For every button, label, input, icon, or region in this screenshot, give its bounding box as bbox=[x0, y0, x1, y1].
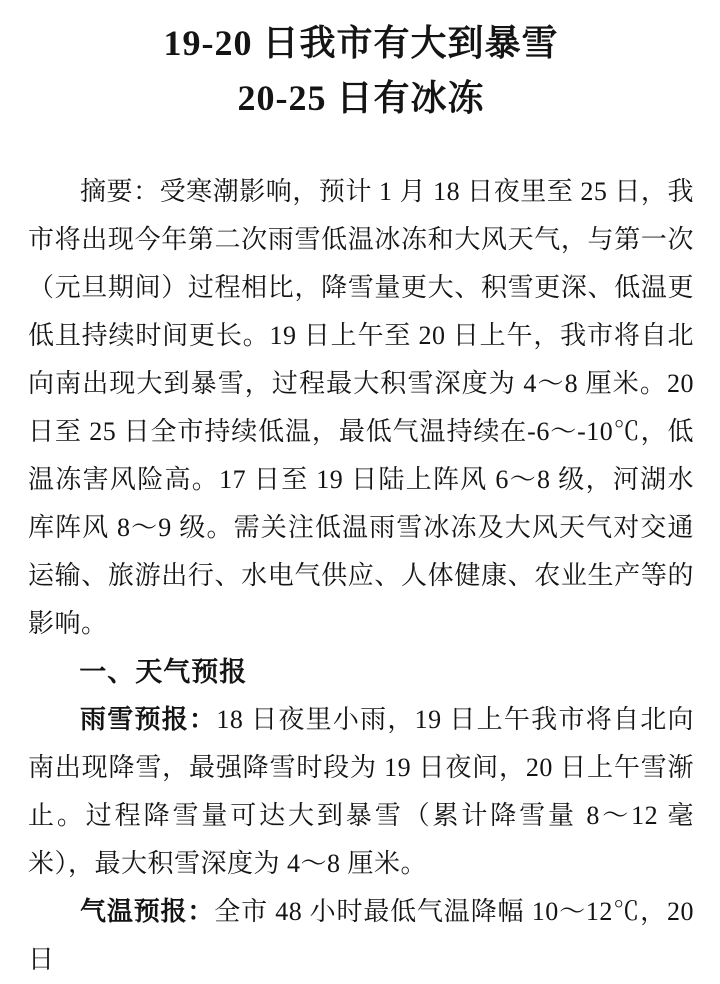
section-heading-weather-forecast: 一、天气预报 bbox=[79, 657, 248, 687]
snow-forecast-label: 雨雪预报： bbox=[80, 705, 217, 734]
abstract-label: 摘要： bbox=[80, 177, 160, 206]
abstract-text: 受寒潮影响，预计 1 月 18 日夜里至 25 日，我市将出现今年第二次雨雪低温冰冻和大风天气，与第一次（元旦期间）过程相比，降雪量更大、积雪更深、低温更低且持续时间更长。19 日上午至 20 日上午，我市将自北向南出现大到暴雪，过程最大积雪深度为 4～8 厘米。20 日至 25 日全市持续低温，最低气温持续在-6～-10℃，低温冻害风险高。17 日至 19 日陆上阵风 6～8 级，河湖水库阵风 8～9 级。需关注低温雨雪冰冻及大风天气对交通运输、旅游出行、水电气供应、人体健康、农业生产等的影响。 bbox=[28, 177, 694, 638]
title-line-1: 19-20 日我市有大到暴雪 bbox=[163, 23, 559, 63]
snow-forecast-paragraph bbox=[28, 696, 694, 888]
title-line-2: 20-25 日有冰冻 bbox=[237, 78, 485, 118]
snow-forecast-text: 18 日夜里小雨，19 日上午我市将自北向南出现降雪，最强降雪时段为 19 日夜间，20 日上午雪渐止。过程降雪量可达大到暴雪（累计降雪量 8～12 毫米），最大积雪深度为 4～8 厘米。 bbox=[28, 705, 694, 878]
temperature-forecast-text: 全市 48 小时最低气温降幅 10～12℃，20 日 bbox=[28, 897, 694, 974]
temperature-forecast-label: 气温预报： bbox=[80, 897, 215, 926]
document-title bbox=[28, 16, 694, 126]
abstract-paragraph bbox=[28, 168, 694, 648]
temperature-forecast-paragraph bbox=[28, 888, 694, 984]
